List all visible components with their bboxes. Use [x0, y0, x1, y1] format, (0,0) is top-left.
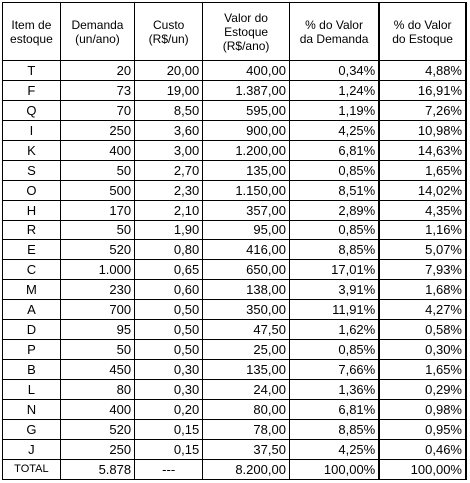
demand-cell: 170 — [60, 200, 134, 220]
item-cell: D — [3, 320, 61, 340]
cost-cell: 20,00 — [135, 61, 203, 81]
table-row — [3, 439, 467, 459]
table-row — [3, 260, 467, 280]
stock-pct-cell: 5,07% — [379, 240, 466, 260]
demand-pct-cell: 8,85% — [289, 240, 379, 260]
stock-value-cell: 47,50 — [203, 320, 290, 340]
cost-cell: 0,50 — [135, 320, 203, 340]
stock-pct-cell: 14,63% — [379, 140, 466, 160]
demand-pct-cell: 0,85% — [289, 220, 379, 240]
demand-cell: 520 — [60, 419, 134, 439]
total-stock-value: 8.200,00 — [203, 459, 290, 479]
stock-pct-cell: 0,95% — [379, 419, 466, 439]
table-row — [3, 200, 467, 220]
cost-cell: 0,15 — [135, 439, 203, 459]
item-cell: S — [3, 160, 61, 180]
demand-cell: 20 — [60, 61, 134, 81]
item-cell: H — [3, 200, 61, 220]
demand-cell: 70 — [60, 100, 134, 120]
table-row — [3, 240, 467, 260]
item-cell: A — [3, 300, 61, 320]
stock-pct-cell: 0,98% — [379, 399, 466, 419]
demand-cell: 450 — [60, 360, 134, 380]
demand-pct-cell: 2,89% — [289, 200, 379, 220]
total-stock-pct: 100,00% — [379, 459, 466, 479]
cost-cell: 8,50 — [135, 100, 203, 120]
table-row — [3, 100, 467, 120]
item-cell: R — [3, 220, 61, 240]
demand-cell: 1.000 — [60, 260, 134, 280]
item-cell: I — [3, 120, 61, 140]
demand-cell: 500 — [60, 180, 134, 200]
item-cell: F — [3, 80, 61, 100]
stock-pct-cell: 0,46% — [379, 439, 466, 459]
cost-cell: 0,20 — [135, 399, 203, 419]
header-stock-pct: % do Valor do Estoque — [379, 3, 466, 61]
item-cell: Q — [3, 100, 61, 120]
header-row — [3, 3, 467, 61]
cost-cell: 3,00 — [135, 140, 203, 160]
cost-cell: 0,65 — [135, 260, 203, 280]
header-demand: Demanda (un/ano) — [60, 3, 134, 61]
table-row — [3, 220, 467, 240]
demand-cell: 700 — [60, 300, 134, 320]
stock-pct-cell: 7,26% — [379, 100, 466, 120]
cost-cell: 2,70 — [135, 160, 203, 180]
stock-pct-cell: 1,65% — [379, 160, 466, 180]
stock-pct-cell: 0,58% — [379, 320, 466, 340]
stock-value-cell: 135,00 — [203, 160, 290, 180]
demand-cell: 50 — [60, 340, 134, 360]
cost-cell: 0,50 — [135, 300, 203, 320]
header-cost: Custo (R$/un) — [135, 3, 203, 61]
table-row — [3, 280, 467, 300]
item-cell: N — [3, 399, 61, 419]
table-body — [3, 61, 467, 480]
stock-pct-cell: 0,30% — [379, 340, 466, 360]
stock-value-cell: 25,00 — [203, 340, 290, 360]
stock-value-cell: 650,00 — [203, 260, 290, 280]
table-row — [3, 80, 467, 100]
item-cell: C — [3, 260, 61, 280]
demand-cell: 73 — [60, 80, 134, 100]
stock-value-cell: 138,00 — [203, 280, 290, 300]
header-demand-pct: % do Valor da Demanda — [289, 3, 379, 61]
demand-cell: 250 — [60, 120, 134, 140]
demand-cell: 400 — [60, 140, 134, 160]
table-row — [3, 61, 467, 81]
table-row — [3, 120, 467, 140]
demand-pct-cell: 0,85% — [289, 160, 379, 180]
item-cell: K — [3, 140, 61, 160]
stock-pct-cell: 1,16% — [379, 220, 466, 240]
cost-cell: 3,60 — [135, 120, 203, 140]
stock-pct-cell: 4,35% — [379, 200, 466, 220]
stock-value-cell: 400,00 — [203, 61, 290, 81]
stock-pct-cell: 16,91% — [379, 80, 466, 100]
total-demand: 5.878 — [60, 459, 134, 479]
cost-cell: 0,50 — [135, 340, 203, 360]
cost-cell: 19,00 — [135, 80, 203, 100]
stock-value-cell: 95,00 — [203, 220, 290, 240]
demand-cell: 230 — [60, 280, 134, 300]
demand-pct-cell: 6,81% — [289, 140, 379, 160]
demand-pct-cell: 4,25% — [289, 439, 379, 459]
table-row — [3, 419, 467, 439]
item-cell: E — [3, 240, 61, 260]
table-row — [3, 380, 467, 400]
demand-pct-cell: 11,91% — [289, 300, 379, 320]
stock-value-cell: 350,00 — [203, 300, 290, 320]
demand-pct-cell: 4,25% — [289, 120, 379, 140]
stock-value-cell: 1.150,00 — [203, 180, 290, 200]
item-cell: T — [3, 61, 61, 81]
total-cost: --- — [135, 459, 203, 479]
demand-pct-cell: 0,85% — [289, 340, 379, 360]
demand-cell: 80 — [60, 380, 134, 400]
table-row — [3, 360, 467, 380]
stock-value-cell: 1.200,00 — [203, 140, 290, 160]
demand-cell: 50 — [60, 220, 134, 240]
header-item: Item de estoque — [3, 3, 61, 61]
table-row — [3, 180, 467, 200]
demand-cell: 95 — [60, 320, 134, 340]
stock-pct-cell: 0,29% — [379, 380, 466, 400]
cost-cell: 1,90 — [135, 220, 203, 240]
item-cell: L — [3, 380, 61, 400]
demand-cell: 400 — [60, 399, 134, 419]
header-stock-value: Valor do Estoque (R$/ano) — [203, 3, 290, 61]
demand-pct-cell: 1,24% — [289, 80, 379, 100]
total-label: TOTAL — [3, 459, 61, 479]
table-row — [3, 399, 467, 419]
total-row — [3, 459, 467, 479]
stock-value-cell: 24,00 — [203, 380, 290, 400]
stock-pct-cell: 4,88% — [379, 61, 466, 81]
stock-pct-cell: 4,27% — [379, 300, 466, 320]
item-cell: G — [3, 419, 61, 439]
item-cell: O — [3, 180, 61, 200]
demand-pct-cell: 3,91% — [289, 280, 379, 300]
demand-cell: 250 — [60, 439, 134, 459]
inventory-abc-table — [2, 2, 467, 480]
cost-cell: 0,80 — [135, 240, 203, 260]
item-cell: B — [3, 360, 61, 380]
cost-cell: 2,30 — [135, 180, 203, 200]
demand-pct-cell: 8,85% — [289, 419, 379, 439]
stock-value-cell: 357,00 — [203, 200, 290, 220]
stock-pct-cell: 14,02% — [379, 180, 466, 200]
demand-pct-cell: 1,62% — [289, 320, 379, 340]
table-row — [3, 320, 467, 340]
table-row — [3, 160, 467, 180]
cost-cell: 0,60 — [135, 280, 203, 300]
stock-value-cell: 80,00 — [203, 399, 290, 419]
item-cell: J — [3, 439, 61, 459]
stock-pct-cell: 1,65% — [379, 360, 466, 380]
demand-pct-cell: 0,34% — [289, 61, 379, 81]
table-row — [3, 140, 467, 160]
stock-value-cell: 1.387,00 — [203, 80, 290, 100]
cost-cell: 0,30 — [135, 380, 203, 400]
stock-pct-cell: 10,98% — [379, 120, 466, 140]
demand-pct-cell: 8,51% — [289, 180, 379, 200]
cost-cell: 0,30 — [135, 360, 203, 380]
table-row — [3, 300, 467, 320]
stock-value-cell: 78,00 — [203, 419, 290, 439]
total-demand-pct: 100,00% — [289, 459, 379, 479]
stock-value-cell: 595,00 — [203, 100, 290, 120]
table-row — [3, 340, 467, 360]
stock-pct-cell: 1,68% — [379, 280, 466, 300]
stock-value-cell: 37,50 — [203, 439, 290, 459]
stock-value-cell: 135,00 — [203, 360, 290, 380]
cost-cell: 0,15 — [135, 419, 203, 439]
item-cell: P — [3, 340, 61, 360]
stock-value-cell: 416,00 — [203, 240, 290, 260]
demand-pct-cell: 17,01% — [289, 260, 379, 280]
demand-pct-cell: 7,66% — [289, 360, 379, 380]
demand-cell: 520 — [60, 240, 134, 260]
stock-pct-cell: 7,93% — [379, 260, 466, 280]
demand-pct-cell: 1,19% — [289, 100, 379, 120]
demand-pct-cell: 1,36% — [289, 380, 379, 400]
item-cell: M — [3, 280, 61, 300]
demand-pct-cell: 6,81% — [289, 399, 379, 419]
demand-cell: 50 — [60, 160, 134, 180]
cost-cell: 2,10 — [135, 200, 203, 220]
stock-value-cell: 900,00 — [203, 120, 290, 140]
